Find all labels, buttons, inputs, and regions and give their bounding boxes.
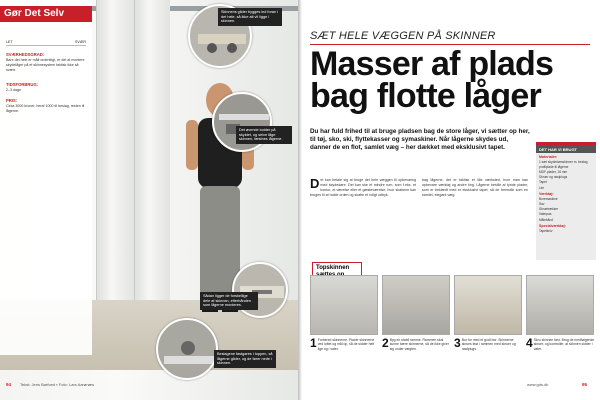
time-heading: TIDSFORBRUG: [6,82,39,87]
page-number-right: 95 [582,382,588,387]
material-item: MDF-plader, 16 mm [539,169,568,174]
headline: Masser af plads bag flotte låger [310,45,554,115]
time-text: 2–3 dage [6,88,21,92]
step-photo-1 [310,275,378,335]
body-column-2: bag lågerne, det er faktisk et lille værksted, hvor man kan opbevare værktøj og andre ting. Lågerne består af tynde plader, som er beklædt med et eksklusivt tapet, så de fremstår som en samlet, elegant væg. [422,178,528,197]
right-page [302,0,600,400]
detail-inset-bottom [156,318,218,380]
material-item: profilplade til lågerne [539,164,569,169]
step-2: 2 Byg en stabil ramme. Rammen skal kunne bære skinnerne, så de ikke giver sig under vægten. [382,336,449,351]
caption-1: Skinnens glider bygges ind foran i det hele, så ikke alt vil ligge i skinnen. [218,8,282,26]
tools-heading: DET HAR VI BRUGT [536,145,596,153]
difficulty-heading: SVÆRHEDSGRAD: [6,52,45,57]
caption-2: Det øverste lodder på skyldet, og selve låge skinnen, fæstnes lågerne. [236,126,292,144]
step-photo-3 [454,275,522,335]
step-4: 4 Skru skinnen fast. Brug de medfølgende skruer, og kontrollér, at skinnen sidder i vater. [526,336,595,351]
left-page [0,0,298,400]
caption-3: Sådan ligger de forskellige dele af skinnen, efterhånden som lågerne monteres. [200,292,258,310]
materials-heading: Materialer: [539,155,558,159]
drop-cap: D [310,176,320,191]
special-item: Tapetkniv [539,228,553,233]
website-footer: www.gds.dk [527,382,549,387]
tool-item: Vaterpas [539,212,552,217]
material-item: 1 sæt skydedørsskinner m. beslag [539,159,588,164]
credit-line: Tekst: Jens Barfoed ▪ Foto: Lars Aarønæs [20,382,95,387]
difficulty-scale: LET SVÆR [6,40,86,44]
brand-label: Gør Det Selv [0,6,92,22]
material-item: Skruer og rawlplugs [539,175,568,180]
step-1: 1 Forbered skinnerne. Placér skinnerne ved loftet og mål op, så de sidder helt lige og i vater. [310,336,375,351]
difficulty-text: Bare det hele er målt ordentligt, er det at montere skydelåger på et skinnesystem faktisk ikke så svært. [6,58,85,72]
tools-box [536,142,596,260]
caption-4: Beslagene fastgøres i toppen, så lågerne glider, og de fører nede i skinnen. [214,350,276,368]
step-photo-2 [382,275,450,335]
tool-item: Skruetrækker [539,207,559,212]
intro-paragraph: Du har fuld frihed til at bruge pladsen bag de store låger, vi sætter op her, til tøj, sko, ski, flyttekasser og symaskiner. Når lågerne skydes ud, danner de en flot, samlet væg – her dækket med eksklusivt tapet. [310,128,530,152]
special-heading: Specialværktøj: [539,224,566,229]
step-photo-4 [526,275,594,335]
price-heading: PRIS: [6,98,18,103]
steps-label: Topskinnen [312,262,362,282]
step-3: 3 Bor for med et godt bor. Skinnerne skrues fast i rammen med skruer og rawlplugs. [454,336,516,351]
tool-item: Sav [539,201,545,206]
material-item: Tapet [539,180,547,185]
body-column-1: Det kan betale sig at bruge det hele væggen til opbevaring med skydedøre. Det kan ske et mindre rum, som f.eks. et kontor, et værelse eller et gæsteværelse, hvor skabene kan bruges til at holde orden og skabe et roligt udtryk. [310,176,416,197]
tool-item: Boremaskine [539,196,558,201]
tool-item: Målebånd [539,217,553,222]
material-item: Lim [539,185,545,190]
tools-subheading: Værktøj: [539,192,554,197]
kicker: SÆT HELE VÆGGEN PÅ SKINNER [310,30,496,42]
info-sidebar [0,0,92,355]
price-text: Cirka 3000 kroner, heraf 1000 til beslag, resten til lågerne. [6,104,85,113]
page-number-left: 94 [6,382,12,387]
